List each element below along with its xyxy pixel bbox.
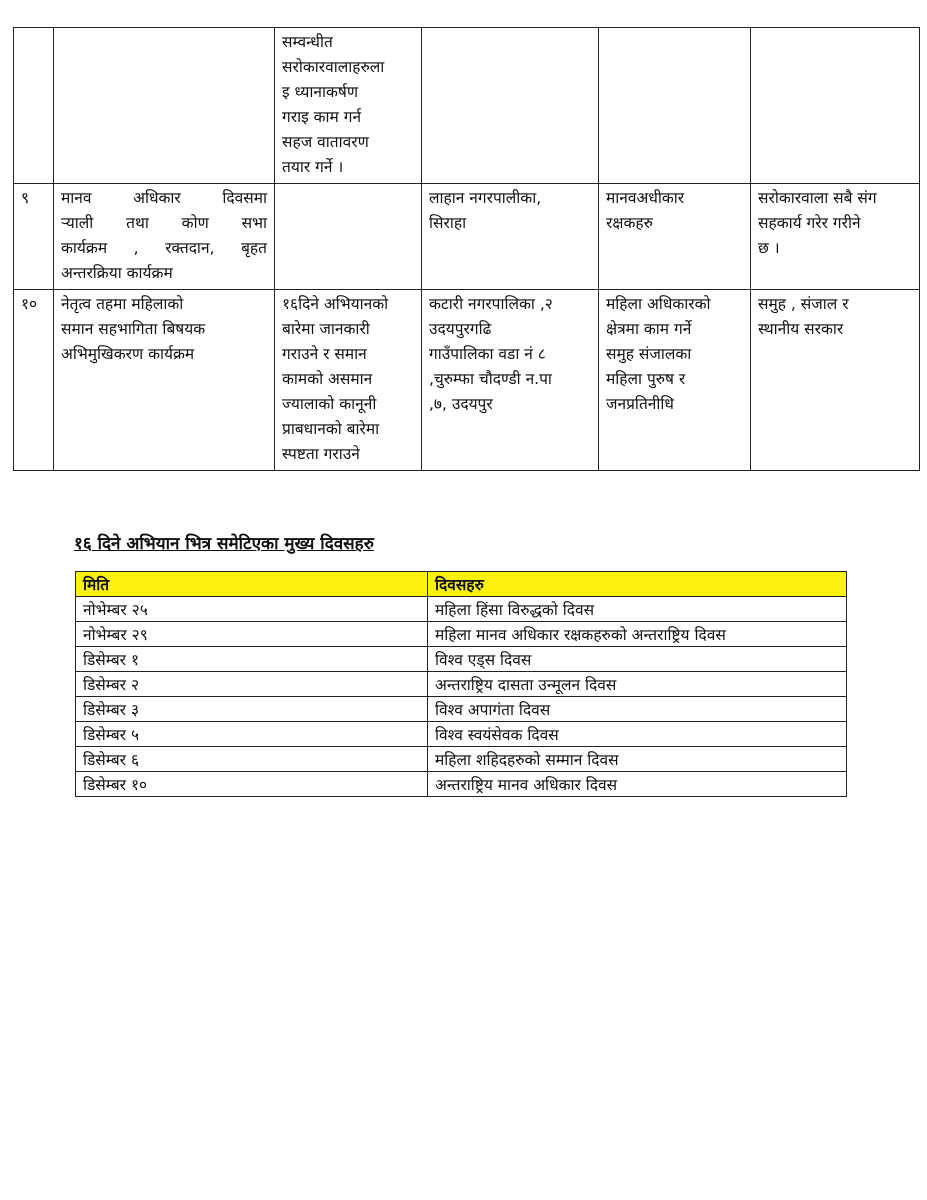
activity-table: [13, 27, 920, 471]
days-table-header-row: [76, 572, 847, 597]
cell-text-line: मानवअधीकार: [606, 189, 685, 207]
date-cell: डिसेम्बर २: [76, 672, 428, 697]
cell-text-line: महिला अधिकारको: [606, 295, 711, 313]
cell-text-line: समुह संजालका: [606, 345, 692, 363]
day-name-cell: महिला हिंसा विरुद्धको दिवस: [428, 597, 847, 622]
day-name-cell: विश्व अपागंता दिवस: [428, 697, 847, 722]
location-cell: [422, 28, 599, 184]
day-name-cell: विश्व एड्स दिवस: [428, 647, 847, 672]
cell-text-line: रक्षकहरु: [606, 214, 653, 232]
cell-text-line: महिला पुरुष र: [606, 370, 686, 388]
cell-text-line: र्‍याली तथा कोण सभा: [61, 214, 267, 232]
day-name-cell: अन्तराष्ट्रिय दासता उन्मूलन दिवस: [428, 672, 847, 697]
location-cell: [422, 290, 599, 471]
cell-text-line: स्थानीय सरकार: [758, 320, 844, 338]
cell-text-line: जनप्रतिनीधि: [606, 395, 674, 413]
remarks-cell: [751, 290, 920, 471]
cell-text-line: लाहान नगरपालीका,: [429, 189, 542, 207]
description-cell: [275, 184, 422, 290]
participants-cell: [599, 290, 751, 471]
column-header-days: दिवसहरु: [428, 572, 847, 597]
day-name-cell: महिला शहिदहरुको सम्मान दिवस: [428, 747, 847, 772]
cell-text-line: १६दिने अभियानको: [282, 295, 389, 313]
cell-text-line: समान सहभागिता बिषयक: [61, 320, 206, 338]
days-table-row: [76, 722, 847, 747]
cell-text-line: नेतृत्व तहमा महिलाको: [61, 295, 184, 313]
days-table-row: [76, 772, 847, 797]
cell-text-line: ,७, उदयपुर: [429, 395, 493, 413]
activity-row: [14, 184, 920, 290]
days-table: [75, 571, 847, 797]
day-name-cell: महिला मानव अधिकार रक्षकहरुको अन्तराष्ट्रिय दिवस: [428, 622, 847, 647]
cell-text-line: सरोकारवाला सबै संग: [758, 189, 877, 207]
cell-text-line: १०: [21, 295, 38, 313]
activity-row: [14, 290, 920, 471]
activity-cell: [54, 184, 275, 290]
cell-text-line: प्राबधानको बारेमा: [282, 420, 380, 438]
cell-text-line: ,चुरुम्फा चौदण्डी न.पा: [429, 370, 552, 388]
cell-text-line: सरोकारवालाहरुला: [282, 58, 385, 76]
cell-text-line: गराउने र समान: [282, 345, 367, 363]
column-header-date: मिति: [76, 572, 428, 597]
days-table-row: [76, 622, 847, 647]
date-cell: डिसेम्बर १०: [76, 772, 428, 797]
participants-cell: [599, 28, 751, 184]
cell-text-line: कामको असमान: [282, 370, 373, 388]
cell-text-line: गाउँपालिका वडा नं ८: [429, 345, 546, 363]
cell-text-line: ज्यालाको कानूनी: [282, 395, 377, 413]
cell-text-line: सिराहा: [429, 214, 467, 232]
days-table-row: [76, 647, 847, 672]
cell-text-line: बारेमा जानकारी: [282, 320, 370, 338]
cell-text-line: सम्वन्धीत: [282, 33, 333, 51]
cell-text-line: कटारी नगरपालिका ,२: [429, 295, 553, 313]
days-section-heading: १६ दिने अभियान भित्र समेटिएका मुख्य दिवसहरु: [74, 534, 374, 554]
cell-text-line: इ ध्यानाकर्षण: [282, 83, 359, 101]
cell-text-line: तयार गर्ने ।: [282, 158, 344, 176]
days-table-row: [76, 672, 847, 697]
cell-text-line: गराइ काम गर्न: [282, 108, 362, 126]
cell-text-line: सहकार्य गरेर गरीने: [758, 214, 861, 232]
day-name-cell: अन्तराष्ट्रिय मानव अधिकार दिवस: [428, 772, 847, 797]
description-cell: [275, 290, 422, 471]
cell-text-line: कार्यक्रम , रक्तदान, बृहत: [61, 239, 267, 257]
serial-number-cell: [14, 28, 54, 184]
date-cell: डिसेम्बर ५: [76, 722, 428, 747]
date-cell: डिसेम्बर ३: [76, 697, 428, 722]
day-name-cell: विश्व स्वयंसेवक दिवस: [428, 722, 847, 747]
location-cell: [422, 184, 599, 290]
serial-number-cell: [14, 290, 54, 471]
cell-text-line: मानव अधिकार दिवसमा: [61, 189, 267, 207]
description-cell: [275, 28, 422, 184]
remarks-cell: [751, 184, 920, 290]
cell-text-line: क्षेत्रमा काम गर्ने: [606, 320, 692, 338]
cell-text-line: छ ।: [758, 239, 780, 257]
date-cell: नोभेम्बर २९: [76, 622, 428, 647]
cell-text-line: समुह , संजाल र: [758, 295, 849, 313]
remarks-cell: [751, 28, 920, 184]
days-table-row: [76, 597, 847, 622]
activity-cell: [54, 28, 275, 184]
date-cell: डिसेम्बर १: [76, 647, 428, 672]
date-cell: डिसेम्बर ६: [76, 747, 428, 772]
participants-cell: [599, 184, 751, 290]
activity-cell: [54, 290, 275, 471]
days-table-row: [76, 747, 847, 772]
serial-number-cell: [14, 184, 54, 290]
cell-text-line: अन्तरक्रिया कार्यक्रम: [61, 264, 173, 282]
cell-text-line: ९: [21, 189, 30, 207]
cell-text-line: स्पष्टता गराउने: [282, 445, 360, 463]
date-cell: नोभेम्बर २५: [76, 597, 428, 622]
cell-text-line: अभिमुखिकरण कार्यक्रम: [61, 345, 195, 363]
days-table-row: [76, 697, 847, 722]
activity-row: [14, 28, 920, 184]
cell-text-line: सहज वातावरण: [282, 133, 369, 151]
cell-text-line: उदयपुरगढि: [429, 320, 492, 338]
